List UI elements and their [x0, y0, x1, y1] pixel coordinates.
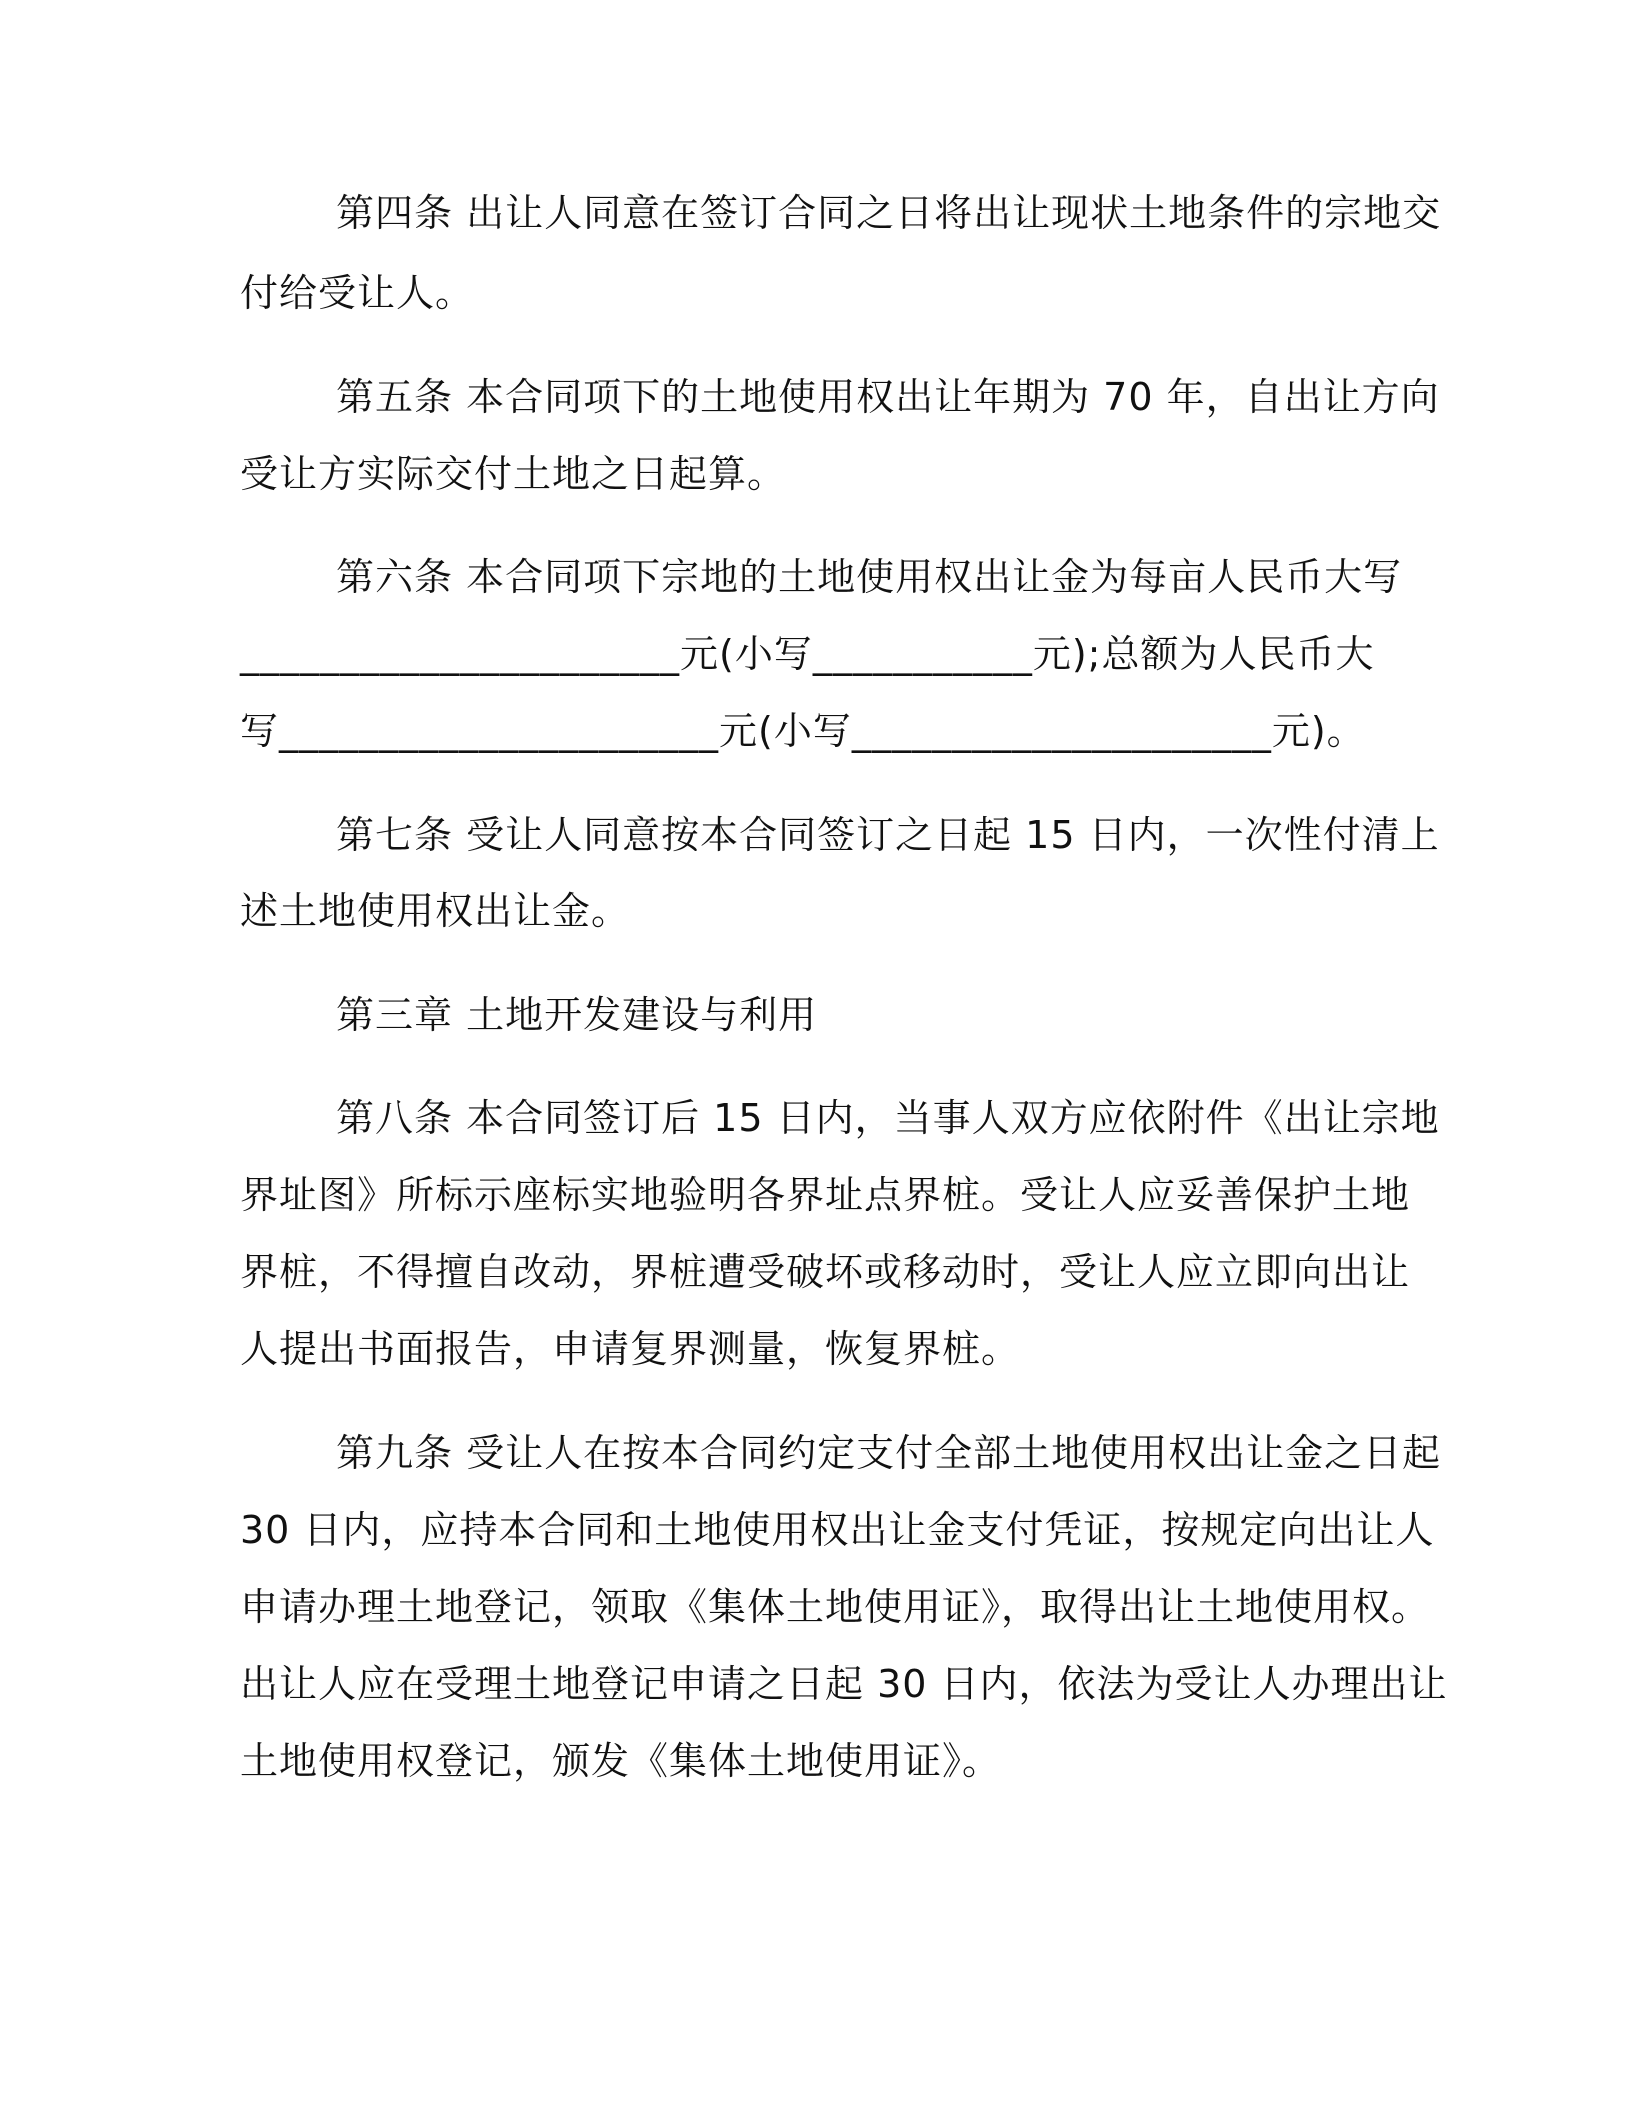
article-6-line-2: ______________________元(小写___________元);总额为人民币大 [240, 632, 1375, 676]
article-8-line-4: 人提出书面报告，申请复界测量，恢复界桩。 [240, 1327, 1021, 1371]
article-9-line-3: 申请办理土地登记，领取《集体土地使用证》，取得出让土地使用权。 [240, 1585, 1431, 1629]
article-4-line-1: 第四条 出让人同意在签订合同之日将出让现状土地条件的宗地交 [336, 191, 1442, 235]
chapter-3-title: 第三章 土地开发建设与利用 [336, 993, 818, 1037]
article-6-line-3: 写______________________元(小写_____________________元)。 [240, 709, 1366, 753]
article-9-line-2: 30 日内，应持本合同和土地使用权出让金支付凭证，按规定向出让人 [240, 1508, 1435, 1552]
article-8-line-1: 第八条 本合同签订后 15 日内，当事人双方应依附件《出让宗地 [336, 1096, 1440, 1140]
article-7-line-2: 述土地使用权出让金。 [240, 889, 631, 933]
article-8-line-2: 界址图》所标示座标实地验明各界址点界桩。受让人应妥善保护土地 [240, 1173, 1411, 1217]
article-9-line-1: 第九条 受让人在按本合同约定支付全部土地使用权出让金之日起 [336, 1431, 1442, 1475]
article-5-line-1: 第五条 本合同项下的土地使用权出让年期为 70 年，自出让方向 [336, 375, 1440, 419]
article-4-line-2: 付给受让人。 [240, 271, 475, 315]
article-9-line-5: 土地使用权登记，颁发《集体土地使用证》。 [240, 1739, 1002, 1783]
article-7-line-1: 第七条 受让人同意按本合同签订之日起 15 日内，一次性付清上 [336, 813, 1440, 857]
article-5-line-2: 受让方实际交付土地之日起算。 [240, 452, 787, 496]
article-6-line-1: 第六条 本合同项下宗地的土地使用权出让金为每亩人民币大写 [336, 555, 1403, 599]
article-8-line-3: 界桩，不得擅自改动，界桩遭受破坏或移动时，受让人应立即向出让 [240, 1250, 1411, 1294]
article-9-line-4: 出让人应在受理土地登记申请之日起 30 日内，依法为受让人办理出让 [240, 1662, 1448, 1706]
